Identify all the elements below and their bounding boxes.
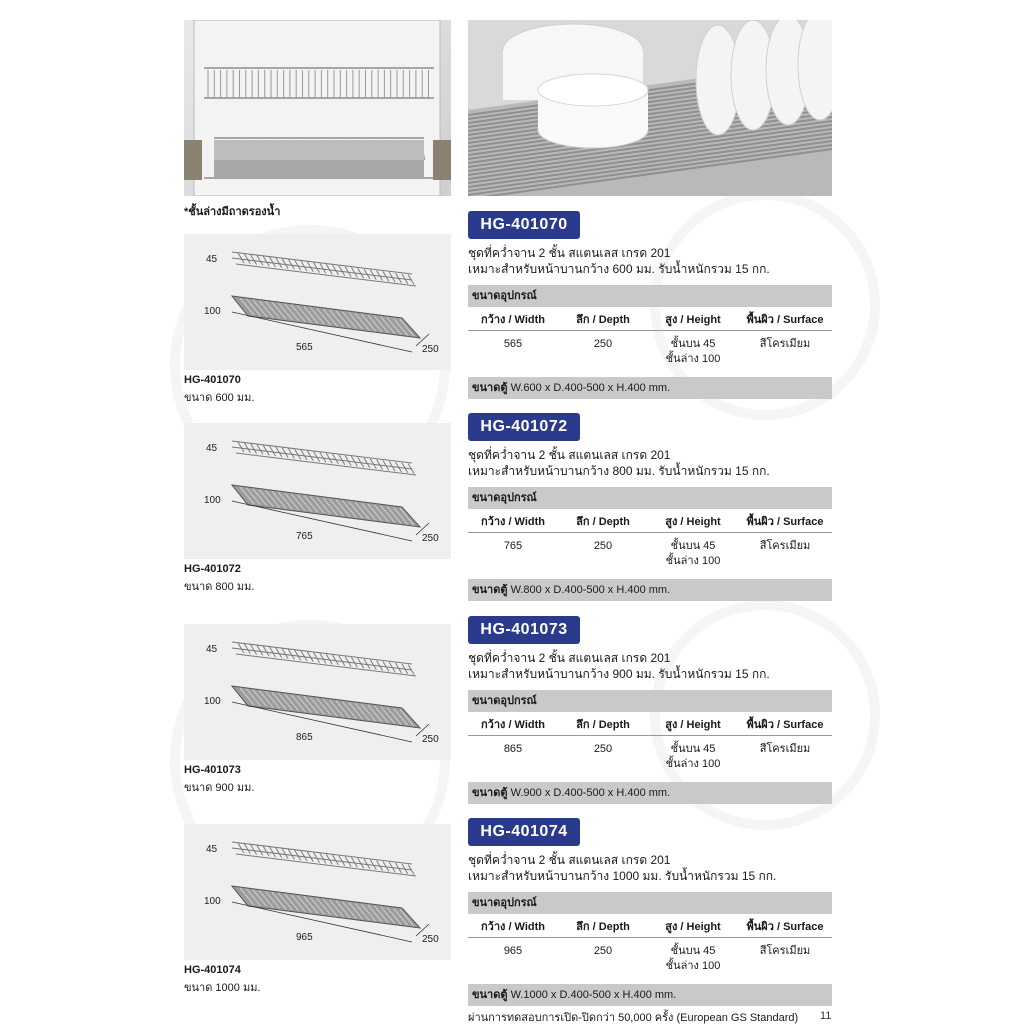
rack-product-image [184,824,451,960]
value-depth: 250 [593,743,613,755]
cabinet-size-value: W.900 x D.400-500 x H.400 mm. [510,787,671,799]
value-height-lower: ชั้นล่าง 100 [665,758,721,770]
cabinet-rack-photo [184,20,451,196]
spec-table-header [468,914,832,938]
cabinet-size-value: W.1000 x D.400-500 x H.400 mm. [510,989,677,1001]
product-code-badge: HG-401073 [468,616,580,644]
dim-upper-label: 45 [206,644,218,655]
value-height-upper: ชั้นบน 45 [670,338,716,350]
value-surface: สีโครเมียม [759,743,811,755]
col-width-header: กว้าง / Width [481,313,545,326]
dim-width-label: 765 [296,531,313,542]
spec-table-row [468,331,832,377]
value-height-lower: ชั้นล่าง 100 [665,960,721,972]
col-surface-header: พื้นผิว / Surface [746,920,824,933]
col-width-header: กว้าง / Width [481,515,545,528]
dim-depth-label: 250 [422,934,439,945]
dim-upper-label: 45 [206,844,218,855]
rack-product-image [184,423,451,559]
dim-upper-label: 45 [206,254,218,265]
cabinet-size-value: W.800 x D.400-500 x H.400 mm. [510,584,671,596]
col-height-header: สูง / Height [665,313,721,326]
spec-table-header [468,509,832,533]
description-line: เหมาะสำหรับหน้าบานกว้าง 1000 มม. รับน้ำหนักรวม 15 กก. [468,869,777,883]
cabinet-size-label: ขนาดตู้ [472,382,508,394]
spec-table-title: ขนาดอุปกรณ์ [468,487,832,509]
cabinet-size-row [468,782,832,804]
product-code-label: HG-401074 [184,964,241,976]
col-height-header: สูง / Height [665,920,721,933]
product-size-label: ขนาด 600 มม. [184,392,255,404]
value-height-lower: ชั้นล่าง 100 [665,555,721,567]
page-number: 11 [820,1010,832,1022]
dim-width-label: 565 [296,342,313,353]
rack-product-image [184,624,451,760]
spec-table-title: ขนาดอุปกรณ์ [468,892,832,914]
description-line: ชุดที่คว่ำจาน 2 ชั้น สแตนเลส เกรด 201 [468,448,671,462]
spec-table [468,285,832,399]
product-size-label: ขนาด 900 มม. [184,782,255,794]
cabinet-size-label: ขนาดตู้ [472,584,508,596]
value-height [648,337,738,377]
spec-table-title: ขนาดอุปกรณ์ [468,285,832,307]
description-line: ชุดที่คว่ำจาน 2 ชั้น สแตนเลส เกรด 201 [468,853,671,867]
product-description [468,245,832,277]
hero-caption: *ชั้นล่างมีถาดรองน้ำ [184,206,281,218]
dim-depth-label: 250 [422,734,439,745]
dim-depth-label: 250 [422,533,439,544]
value-depth: 250 [593,945,613,957]
product-code-badge: HG-401074 [468,818,580,846]
description-line: เหมาะสำหรับหน้าบานกว้าง 900 มม. รับน้ำหนักรวม 15 กก. [468,667,770,681]
product-description [468,852,832,884]
cabinet-size-row [468,377,832,399]
cabinet-size-label: ขนาดตู้ [472,989,508,1001]
footer-note: ผ่านการทดสอบการเปิด-ปิดกว่า 50,000 ครั้ง (European GS Standard) [468,1012,799,1024]
dim-upper-label: 45 [206,443,218,454]
description-line: เหมาะสำหรับหน้าบานกว้าง 800 มม. รับน้ำหนักรวม 15 กก. [468,464,770,478]
product-code-badge: HG-401072 [468,413,580,441]
col-depth-header: ลึก / Depth [576,718,630,731]
col-height-header: สูง / Height [665,515,721,528]
value-width: 565 [503,338,523,350]
value-height-upper: ชั้นบน 45 [670,743,716,755]
dim-lower-label: 100 [204,696,221,707]
col-width-header: กว้าง / Width [481,718,545,731]
cabinet-size-label: ขนาดตู้ [472,787,508,799]
dim-lower-label: 100 [204,495,221,506]
product-code-label: HG-401072 [184,563,241,575]
spec-table-header [468,712,832,736]
product-description [468,447,832,479]
value-width: 865 [503,743,523,755]
spec-table-row [468,736,832,782]
spec-table [468,892,832,1006]
cabinet-size-row [468,579,832,601]
col-depth-header: ลึก / Depth [576,920,630,933]
col-height-header: สูง / Height [665,718,721,731]
col-depth-header: ลึก / Depth [576,313,630,326]
description-line: เหมาะสำหรับหน้าบานกว้าง 600 มม. รับน้ำหนักรวม 15 กก. [468,262,770,276]
value-surface: สีโครเมียม [759,338,811,350]
value-height [648,944,738,984]
value-depth: 250 [593,540,613,552]
product-description [468,650,832,682]
product-code-badge: HG-401070 [468,211,580,239]
product-size-label: ขนาด 800 มม. [184,581,255,593]
spec-table [468,690,832,804]
spec-table-header [468,307,832,331]
dim-width-label: 965 [296,932,313,943]
cabinet-size-row [468,984,832,1006]
value-height-upper: ชั้นบน 45 [670,540,716,552]
product-code-label: HG-401070 [184,374,241,386]
col-surface-header: พื้นผิว / Surface [746,515,824,528]
dishes-closeup-photo [468,20,832,196]
col-depth-header: ลึก / Depth [576,515,630,528]
spec-table-title: ขนาดอุปกรณ์ [468,690,832,712]
col-surface-header: พื้นผิว / Surface [746,718,824,731]
col-surface-header: พื้นผิว / Surface [746,313,824,326]
description-line: ชุดที่คว่ำจาน 2 ชั้น สแตนเลส เกรด 201 [468,246,671,260]
dim-depth-label: 250 [422,344,439,355]
product-code-label: HG-401073 [184,764,241,776]
value-surface: สีโครเมียม [759,540,811,552]
value-width: 765 [503,540,523,552]
value-depth: 250 [593,338,613,350]
value-height [648,539,738,579]
spec-table-row [468,938,832,984]
cabinet-size-value: W.600 x D.400-500 x H.400 mm. [510,382,671,394]
spec-table [468,487,832,601]
col-width-header: กว้าง / Width [481,920,545,933]
value-width: 965 [503,945,523,957]
description-line: ชุดที่คว่ำจาน 2 ชั้น สแตนเลส เกรด 201 [468,651,671,665]
value-height-upper: ชั้นบน 45 [670,945,716,957]
value-height-lower: ชั้นล่าง 100 [665,353,721,365]
dim-lower-label: 100 [204,896,221,907]
dim-lower-label: 100 [204,306,221,317]
dim-width-label: 865 [296,732,313,743]
value-surface: สีโครเมียม [759,945,811,957]
spec-table-row [468,533,832,579]
value-height [648,742,738,782]
product-size-label: ขนาด 1000 มม. [184,982,261,994]
rack-product-image [184,234,451,370]
